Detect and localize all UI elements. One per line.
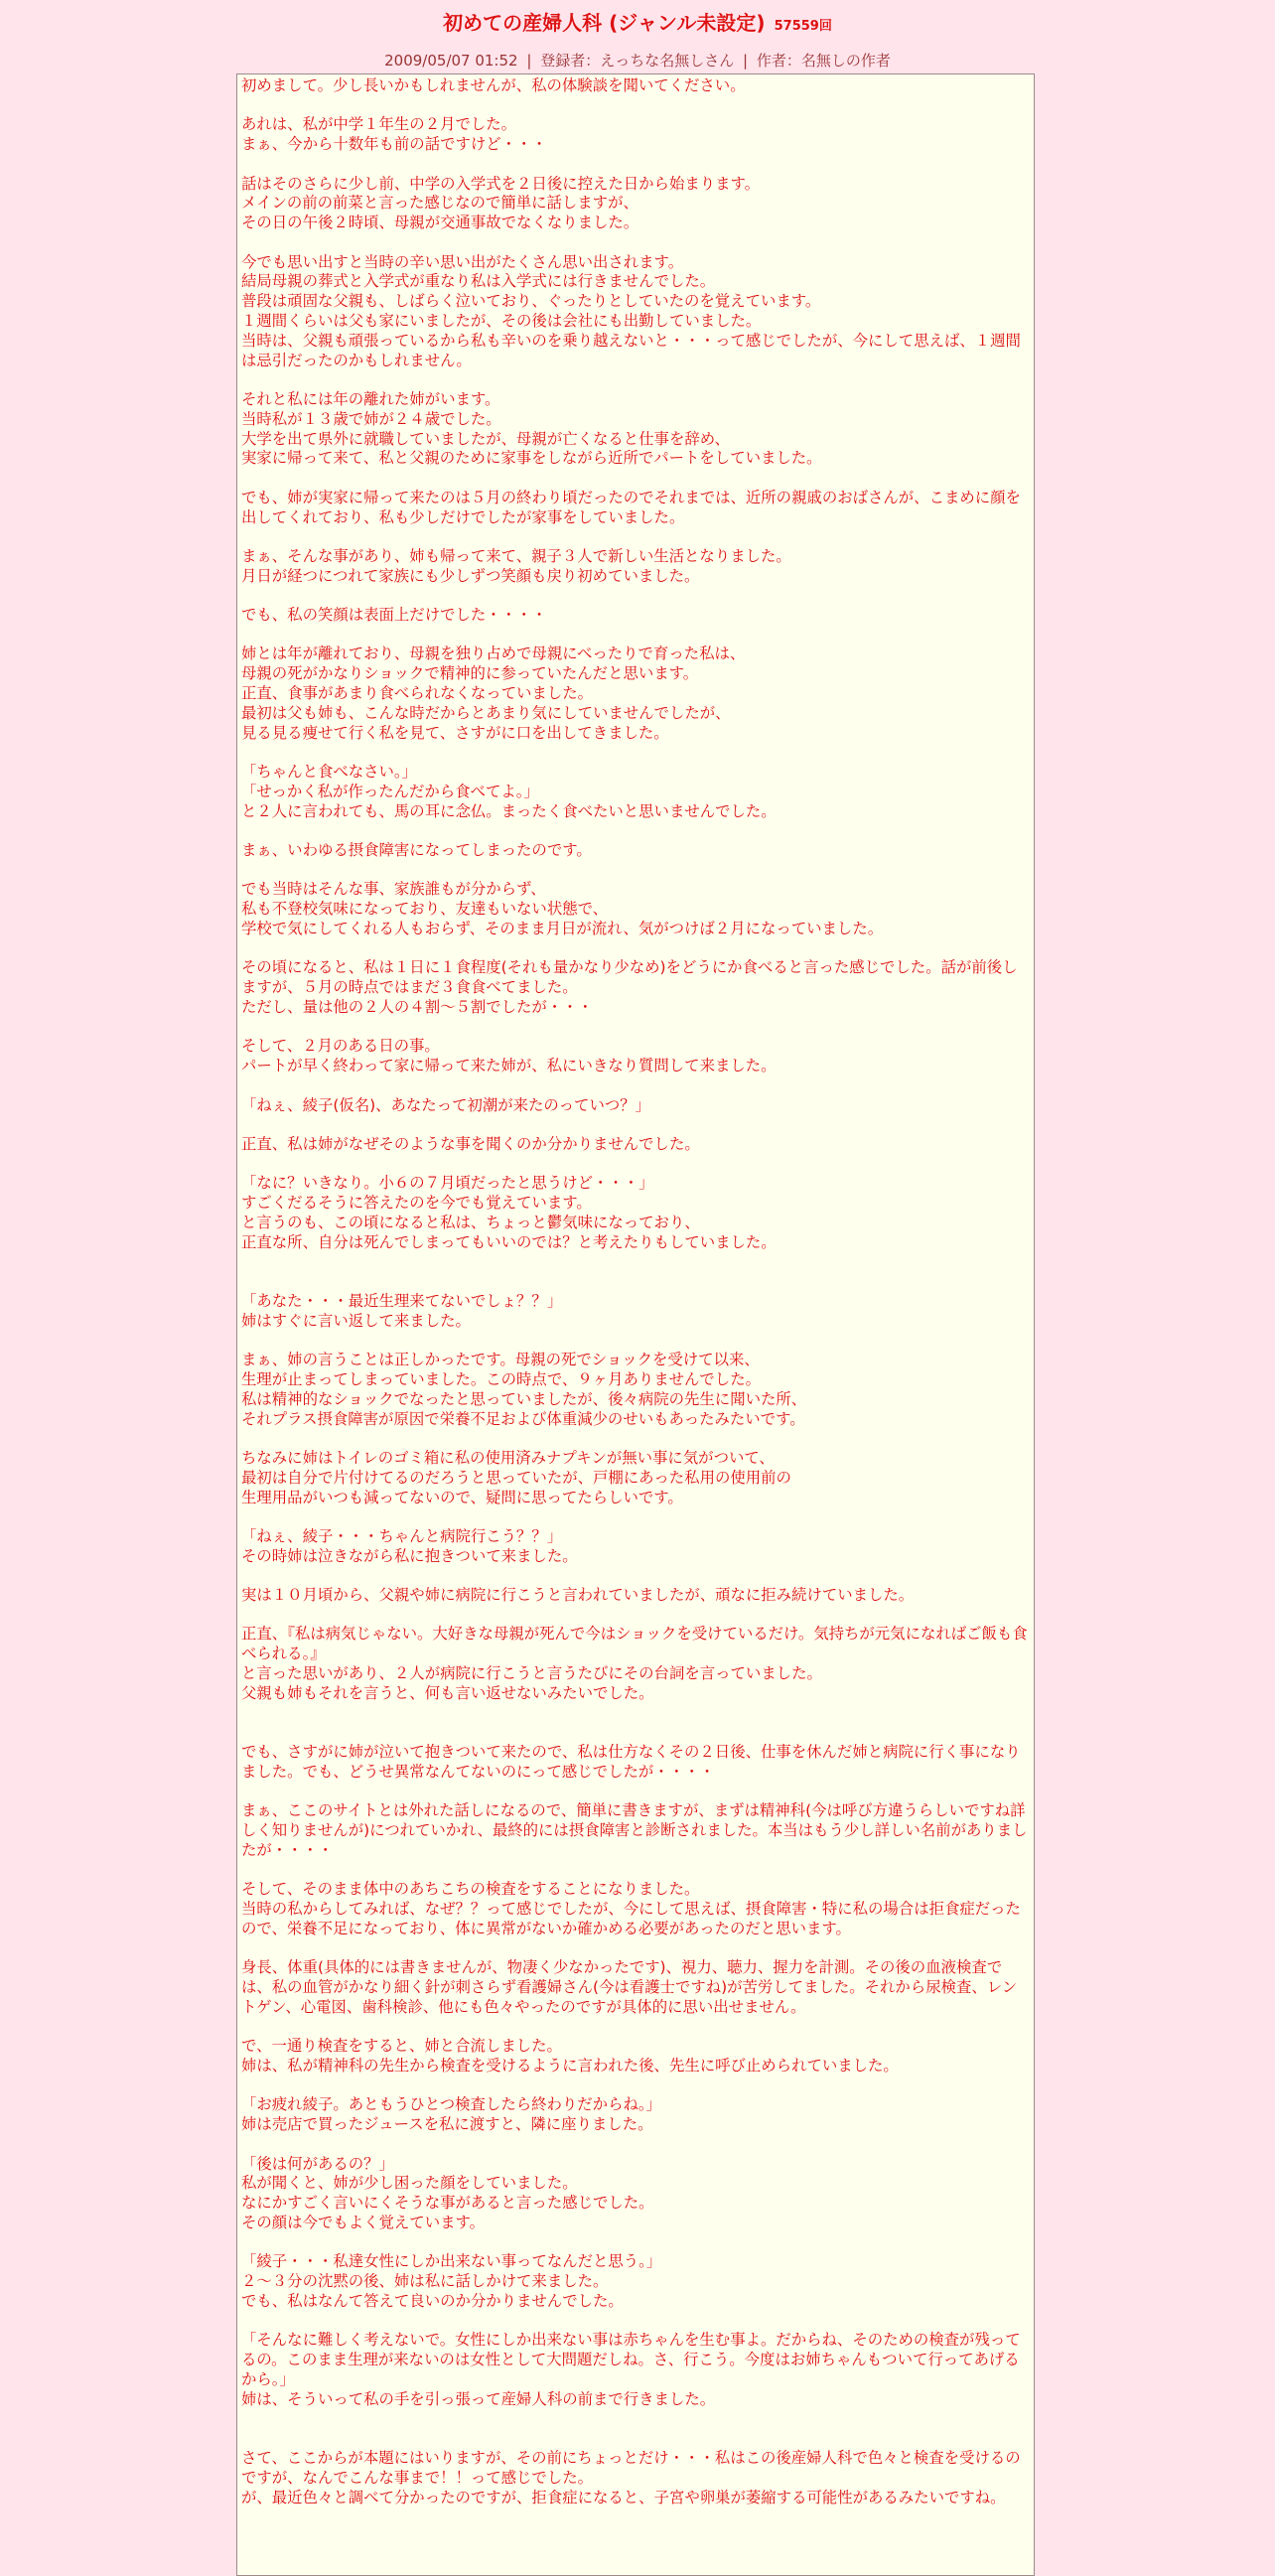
story-paragraph: 正直、『私は病気じゃない。大好きな母親が死んで今はショックを受けているだけ。気持ちが元気になればご飯も食べられる。』 と言った思いがあり、２人が病院に行こうと言うたびにその台詞を言っていました。 父親も姉もそれを言うと、何も言い返せないみたいでした。 bbox=[241, 1625, 1028, 1702]
story-paragraph: ちなみに姉はトイレのゴミ箱に私の使用済みナプキンが無い事に気がついて、 最初は自分で片付けてるのだろうと思っていたが、戸棚にあった私用の使用前の 生理用品がいつも減ってないので、疑問に思ってたらしいです。 bbox=[241, 1448, 791, 1506]
story-paragraph: 「ねぇ、綾子・・・ちゃんと病院行こう？？」 その時姉は泣きながら私に抱きついて来ました。 bbox=[241, 1526, 578, 1565]
story-paragraph: 「後は何があるの？」 私が聞くと、姉が少し困った顔をしていました。 なにかすごく言いにくそうな事があると言った感じでした。 その顔は今でもよく覚えています。 bbox=[241, 2154, 654, 2231]
story-meta bbox=[0, 52, 1275, 70]
story-paragraph: 「綾子・・・私達女性にしか出来ない事ってなんだと思う。」 ２～３分の沈黙の後、姉は私に話しかけて来ました。 でも、私はなんて答えて良いのか分かりませんでした。 bbox=[241, 2252, 662, 2310]
story-paragraph: でも当時はそんな事、家族誰もが分からず、 私も不登校気味になっており、友達もいない状態で、 学校で気にしてくれる人もおらず、そのまま月日が流れ、気がつけば２月になっていました。 bbox=[241, 880, 884, 938]
story-paragraph: さて、ここからが本題にはいりますが、その前にちょっとだけ・・・私はこの後産婦人科で色々と検査を受けるのですが、なんでこんな事まで！！って感じでした。 が、最近色々と調べて分かったのですが、拒食症になると、子宮や卵巣が萎縮する可能性があるみたいですね。 bbox=[241, 2448, 1021, 2506]
story-title[interactable]: 初めての産婦人科 (ジャンル未設定) bbox=[443, 11, 766, 35]
story-paragraph: まぁ、いわゆる摂食障害になってしまったのです。 bbox=[241, 841, 592, 860]
story-paragraph: 「そんなに難しく考えないで。女性にしか出来ない事は赤ちゃんを生む事よ。だからね、そのための検査が残ってるの。このまま生理が来ないのは女性として大問題だしね。さ、行こう。今度はお姉ちゃんもついて行ってあげるから。」 姉は、そういって私の手を引っ張って産婦人科の前まで行きました。 bbox=[241, 2331, 1021, 2408]
story-paragraph: 話はそのさらに少し前、中学の入学式を２日後に控えた日から始まります。 メインの前の前菜と言った感じなので簡単に話しますが、 その日の午後２時頃、母親が交通事故でなくなりました。 bbox=[241, 174, 761, 232]
story-paragraph: 初めまして。少し長いかもしれませんが、私の体験談を聞いてください。 bbox=[241, 76, 746, 94]
story-paragraph: でも、姉が実家に帰って来たのは５月の終わり頃だったのでそれまでは、近所の親戚のおばさんが、こまめに顔を出してくれており、私も少しだけでしたが家事をしていました。 bbox=[241, 488, 1021, 526]
meta-separator: | bbox=[526, 52, 532, 70]
story-paragraph: 「なに？いきなり。小６の７月頃だったと思うけど・・・」 すごくだるそうに答えたのを今でも覚えています。 と言うのも、この頃になると私は、ちょっと鬱気味になっており、 正直な所、自分は死んでしまってもいいのでは？と考えたりもしていました。 bbox=[241, 1174, 777, 1251]
story-paragraph: 「ちゃんと食べなさい。」 「せっかく私が作ったんだから食べてよ。」 と２人に言われても、馬の耳に念仏。まったく食べたいと思いませんでした。 bbox=[241, 763, 777, 820]
story-paragraph: まぁ、そんな事があり、姉も帰って来て、親子３人で新しい生活となりました。 月日が経つにつれて家族にも少しずつ笑顔も戻り初めていました。 bbox=[241, 546, 791, 585]
story-paragraph: 正直、私は姉がなぜそのような事を聞くのか分かりませんでした。 bbox=[241, 1134, 700, 1153]
story-paragraph: 今でも思い出すと当時の辛い思い出がたくさん思い出されます。 結局母親の葬式と入学式が重なり私は入学式には行きませんでした。 普段は頑固な父親も、しばらく泣いており、ぐったりとしていたのを覚えています。 １週間くらいは父も家にいましたが、その後は会社にも出勤していました。 当時は、父親も頑張っているから私も辛いのを乗り越えないと・・・って感じでしたが、今にして思えば、１週間は忌引だったのかもしれません。 bbox=[241, 252, 1021, 369]
story-paragraph: 実は１０月頃から、父親や姉に病院に行こうと言われていましたが、頑なに拒み続けていました。 bbox=[241, 1586, 915, 1605]
story-paragraph: で、一通り検査をすると、姉と合流しました。 姉は、私が精神科の先生から検査を受けるように言われた後、先生に呼び止められていました。 bbox=[241, 2037, 899, 2075]
story-paragraph: まぁ、姉の言うことは正しかったです。母親の死でショックを受けて以来、 生理が止まってしまっていました。この時点で、９ヶ月ありませんでした。 私は精神的なショックでなったと思っていましたが、後々病院の先生に聞いた所、 それプラス摂食障害が原因で栄養不足および体重減少のせいもあったみたいです。 bbox=[241, 1351, 807, 1428]
story-paragraph: その頃になると、私は１日に１食程度(それも量かなり少なめ)をどうにか食べると言った感じでした。話が前後しますが、５月の時点ではまだ３食食べてました。 ただし、量は他の２人の４割～５割でしたが・・・ bbox=[241, 958, 1018, 1017]
author-name: 作者：名無しの作者 bbox=[756, 52, 891, 70]
post-date: 2009/05/07 01:52 bbox=[384, 52, 518, 70]
story-paragraph: あれは、私が中学１年生の２月でした。 まぁ、今から十数年も前の話ですけど・・・ bbox=[241, 115, 547, 154]
story-paragraph: 「お疲れ綾子。あともうひとつ検査したら終わりだからね。」 姉は売店で買ったジュースを私に渡すと、隣に座りました。 bbox=[241, 2095, 661, 2134]
meta-separator: | bbox=[743, 52, 749, 70]
story-paragraph: そして、２月のある日の事。 パートが早く終わって家に帰って来た姉が、私にいきなり質問して来ました。 bbox=[241, 1037, 777, 1075]
story-paragraph: でも、さすがに姉が泣いて抱きついて来たので、私は仕方なくその２日後、仕事を休んだ姉と病院に行く事になりました。でも、どうせ異常なんてないのにって感じでしたが・・・・ bbox=[241, 1743, 1021, 1781]
story-paragraph: 姉とは年が離れており、母親を独り占めで母親にべったりで育った私は、 母親の死がかなりショックで精神的に参っていたんだと思います。 正直、食事があまり食べられなくなっていました。 最初は父も姉も、こんな時だからとあまり気にしていませんでしたが、 見る見る痩せて行く私を見て、さすがに口を出してきました。 bbox=[241, 644, 746, 742]
story-paragraph: それと私には年の離れた姉がいます。 当時私が１３歳で姉が２４歳でした。 大学を出て県外に就職していましたが、母親が亡くなると仕事を辞め、 実家に帰って来て、私と父親のために家事をしながら近所でパートをしていました。 bbox=[241, 389, 822, 468]
story-paragraph: でも、私の笑顔は表面上だけでした・・・・ bbox=[241, 606, 547, 625]
view-count: 57559回 bbox=[774, 19, 832, 34]
story-paragraph: まぁ、ここのサイトとは外れた話しになるので、簡単に書きますが、まずは精神科(今は呼び方違うらしいですね詳しく知りませんが)につれていかれ、最終的には摂食障害と診断されました。本当はもう少し詳しい名前がありましたが・・・・ bbox=[241, 1801, 1028, 1859]
story-header bbox=[0, 0, 1275, 70]
story-paragraph: 「あなた・・・最近生理来てないでしょ？？」 姉はすぐに言い返して来ました。 bbox=[241, 1291, 563, 1330]
story-body[interactable] bbox=[236, 73, 1035, 2576]
story-paragraph: 身長、体重(具体的には書きませんが、物凄く少なかったです)、視力、聴力、握力を計測。その後の血液検査では、私の血管がかなり細く針が刺さらず看護婦さん(今は看護士ですね)が苦労してました。それから尿検査、レントゲン、心電図、歯科検診、他にも色々やったのですが具体的に思い出せません。 bbox=[241, 1958, 1018, 2016]
story-paragraph: 「ねぇ、綾子(仮名)、あなたって初潮が来たのっていつ？」 bbox=[241, 1095, 651, 1114]
story-paragraph: そして、そのまま体中のあちこちの検査をすることになりました。 当時の私からしてみれば、なぜ？？って感じでしたが、今にして思えば、摂食障害・特に私の場合は拒食症だったので、栄養不足になっており、体に異常がないか確かめる必要があったのだと思います。 bbox=[241, 1880, 1021, 1937]
title-line bbox=[0, 8, 1275, 38]
poster-name: 登録者：えっちな名無しさん bbox=[540, 52, 735, 70]
